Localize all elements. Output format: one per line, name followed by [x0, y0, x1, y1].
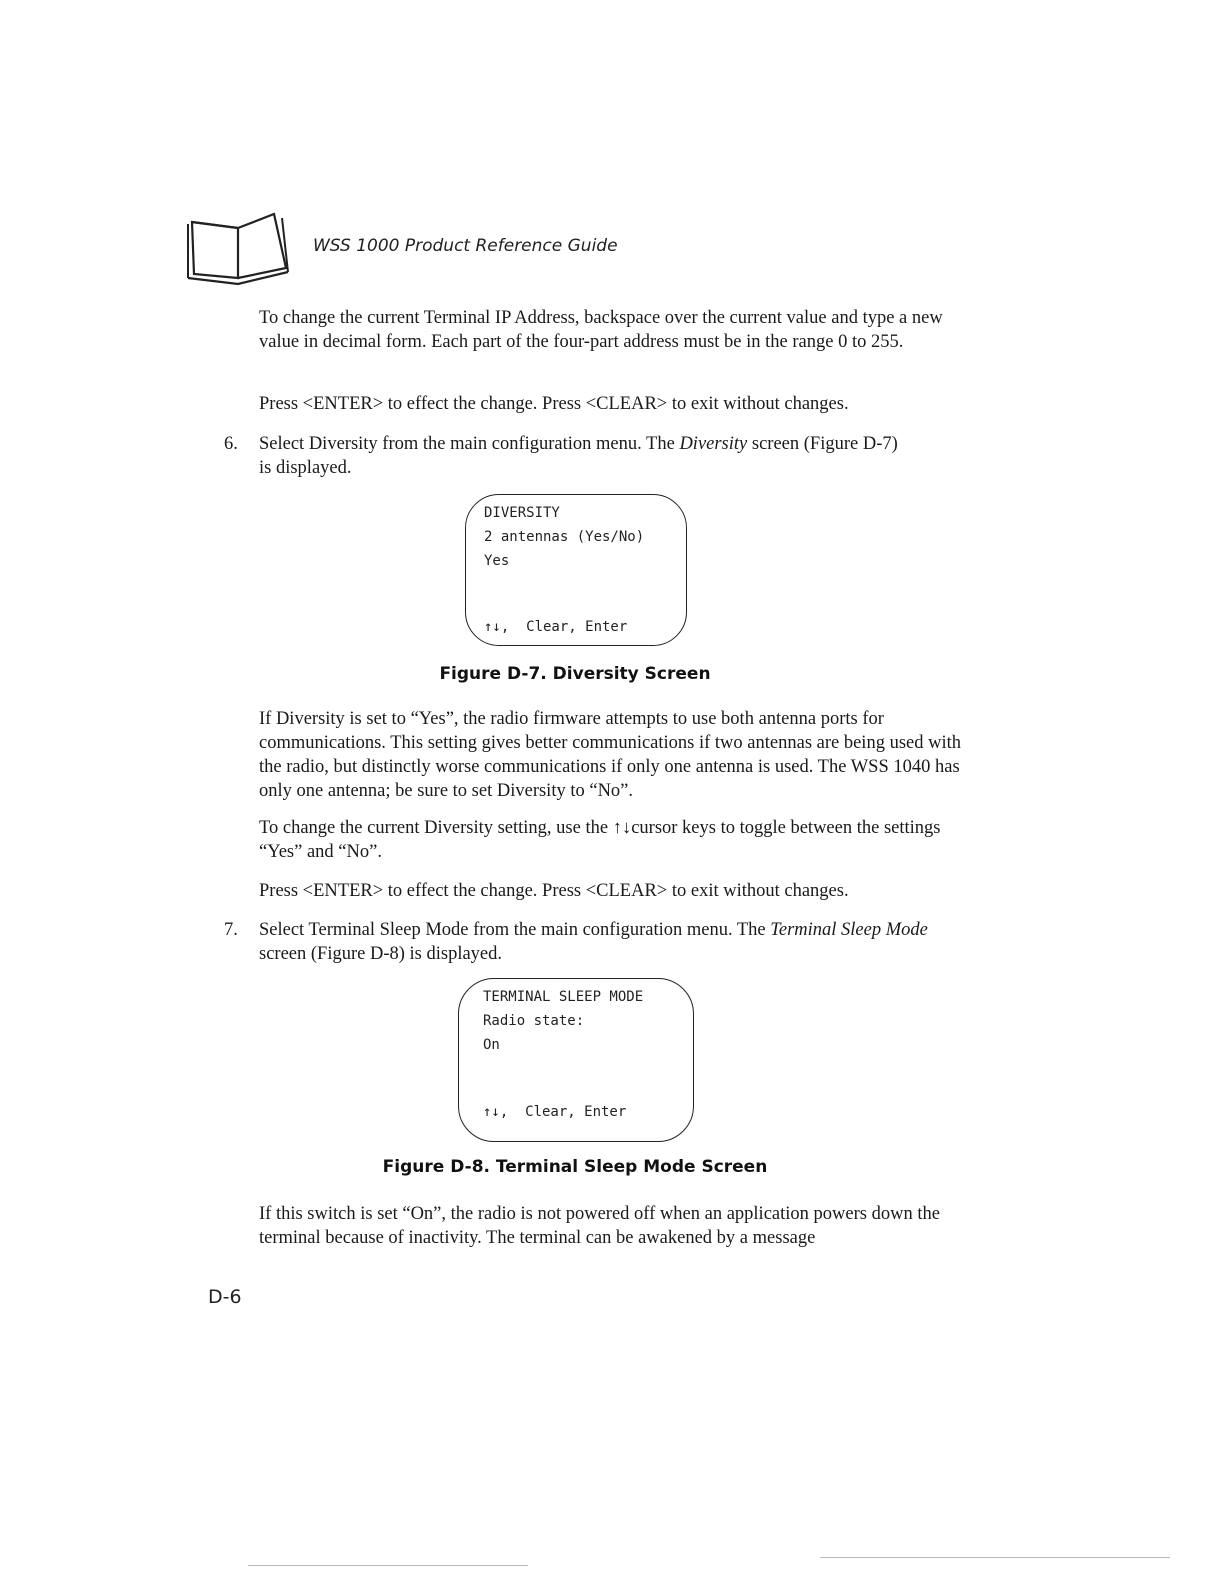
step-number-7: 7.: [224, 920, 238, 940]
paragraph-sleep-on: If this switch is set “On”, the radio is not powered off when an application powers down the terminal because of inactivity. The terminal can be awakened by a message: [259, 1204, 940, 1248]
open-book-icon: [186, 208, 292, 286]
figure-d8-caption: Figure D-8. Terminal Sleep Mode Screen: [382, 1157, 768, 1177]
screen-title: DIVERSITY: [484, 505, 560, 521]
paragraph-diversity-yes: If Diversity is set to “Yes”, the radio firmware attempts to use both antenna ports for communications. This setting gives better communications if two antennas are being used with the radio, but distinctly worse communications if only one antenna is used. The WSS 1040 has only one antenna; be sure to set Diversity to “No”.: [259, 709, 961, 801]
screen-line-value: Yes: [484, 553, 510, 569]
screen-line-prompt: 2 antennas (Yes/No): [484, 529, 645, 545]
scan-artifact-line: [820, 1557, 1170, 1558]
diversity-screen: [465, 494, 687, 646]
step-6-text: Select Diversity from the main configuration menu. The Diversity screen (Figure D-7) is displayed.: [259, 434, 898, 478]
screen-line-prompt: Radio state:: [483, 1013, 585, 1029]
paragraph-ip-address: To change the current Terminal IP Address, backspace over the current value and type a new value in decimal form. Each part of the four-part address must be in the range 0 to 255.: [259, 308, 943, 352]
paragraph-press-enter-1: Press <ENTER> to effect the change. Press <CLEAR> to exit without changes.: [259, 394, 849, 414]
terminal-sleep-mode-screen: [458, 978, 694, 1142]
screen-line-value: On: [483, 1037, 500, 1053]
page-number: D-6: [208, 1286, 242, 1308]
running-header: WSS 1000 Product Reference Guide: [313, 236, 618, 256]
screen-footer-keys: ↑↓, Clear, Enter: [483, 1104, 627, 1120]
scan-artifact-line: [248, 1565, 528, 1566]
figure-d7-caption: Figure D-7. Diversity Screen: [439, 664, 711, 684]
screen-title: TERMINAL SLEEP MODE: [483, 989, 644, 1005]
screen-footer-keys: ↑↓, Clear, Enter: [484, 619, 628, 635]
step-7-text: Select Terminal Sleep Mode from the main configuration menu. The Terminal Sleep Mode screen (Figure D-8) is displayed.: [259, 920, 928, 964]
step-number-6: 6.: [224, 434, 238, 454]
paragraph-diversity-toggle: To change the current Diversity setting, use the ↑↓cursor keys to toggle between the settings “Yes” and “No”.: [259, 818, 941, 862]
paragraph-press-enter-2: Press <ENTER> to effect the change. Press <CLEAR> to exit without changes.: [259, 881, 849, 901]
